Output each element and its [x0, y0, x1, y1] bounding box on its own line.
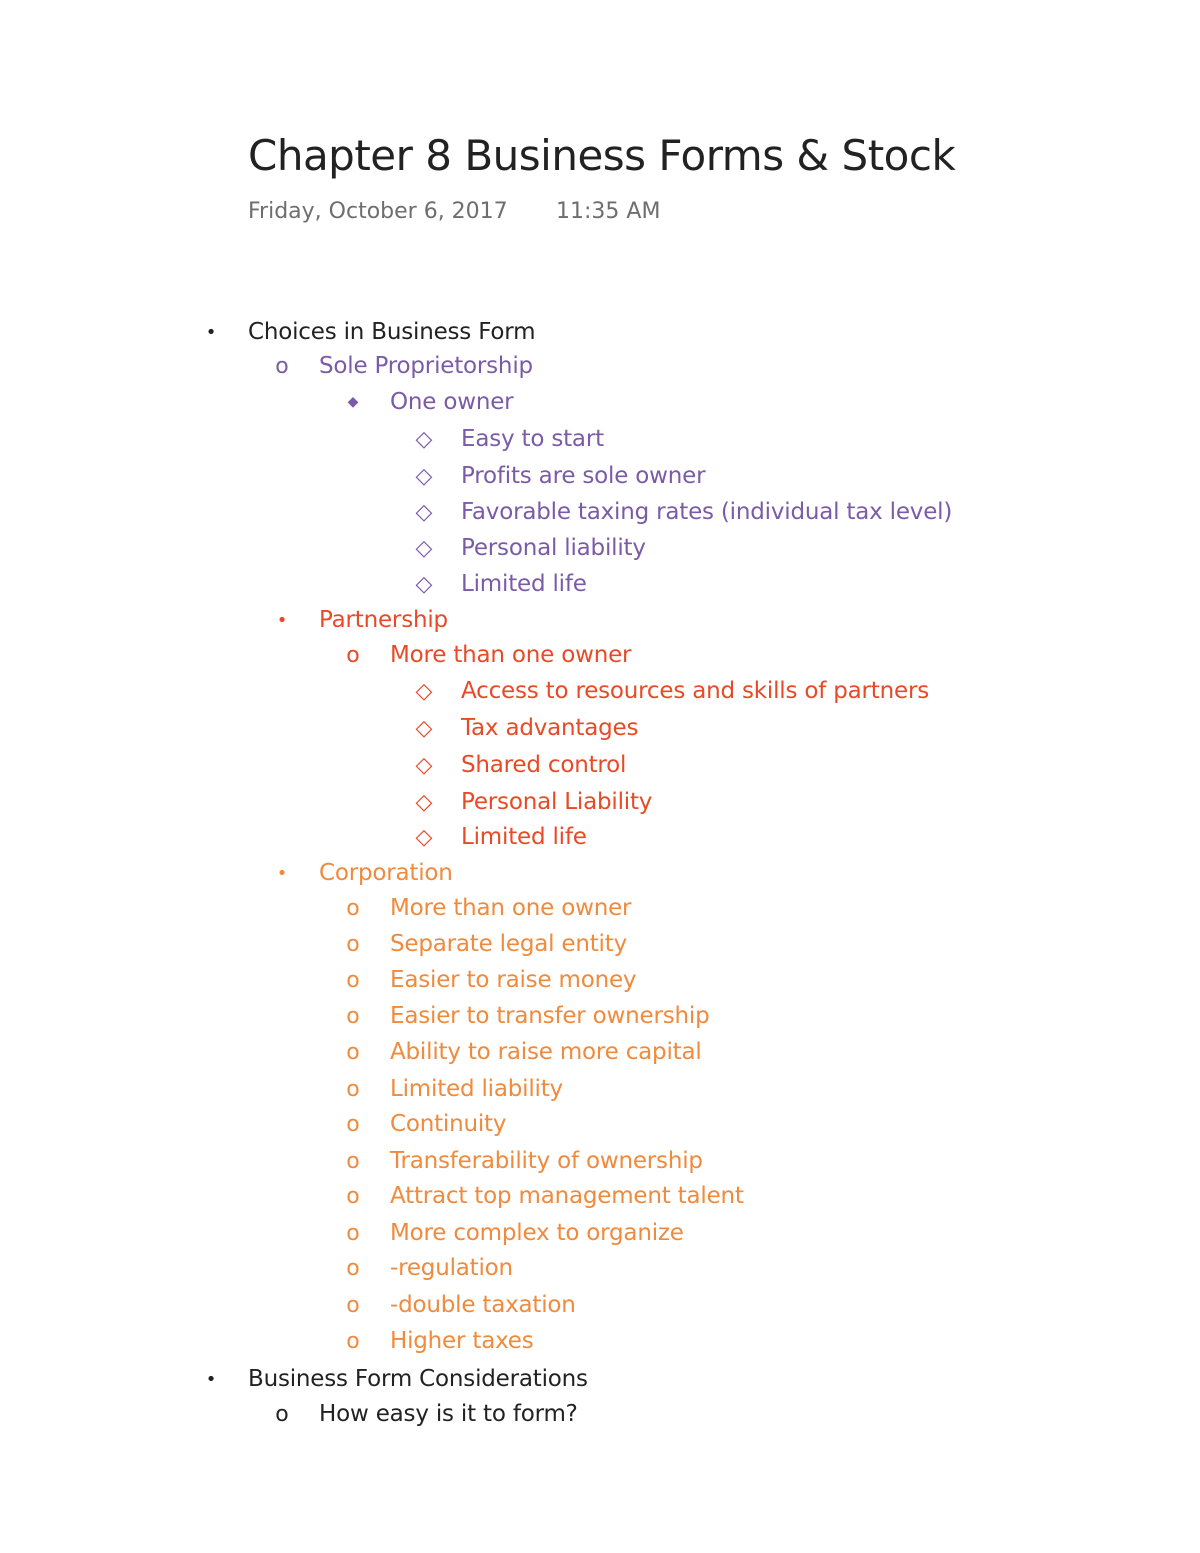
- outline-item: [0, 673, 1200, 709]
- outline-item: [0, 566, 1200, 602]
- outline-item: [0, 890, 1200, 926]
- outline-item: [0, 421, 1200, 457]
- outline-item: [0, 819, 1200, 855]
- bullet-circle-icon: o: [346, 931, 360, 957]
- outline-item-text: More than one owner: [390, 642, 632, 668]
- outline-item-text: Access to resources and skills of partners: [461, 678, 929, 704]
- outline-item-text: Easy to start: [461, 426, 604, 452]
- bullet-dot-icon: •: [276, 862, 288, 884]
- bullet-diamond-outline-icon: ◇: [415, 824, 433, 850]
- outline-item-text: More than one owner: [390, 895, 632, 921]
- outline-item-text: Shared control: [461, 752, 627, 778]
- note-time: 11:35 AM: [556, 199, 661, 224]
- bullet-diamond-outline-icon: ◇: [415, 535, 433, 561]
- outline-item-text: Tax advantages: [461, 715, 639, 741]
- outline-item-text: Easier to raise money: [390, 967, 637, 993]
- outline-item: [0, 1323, 1200, 1359]
- page-title: Chapter 8 Business Forms & Stock: [248, 131, 956, 180]
- outline-item: [0, 1361, 1200, 1397]
- bullet-dot-icon: •: [205, 321, 217, 343]
- outline-item: [0, 1215, 1200, 1251]
- outline-item: [0, 348, 1200, 384]
- outline-item-text: One owner: [390, 389, 514, 415]
- bullet-circle-icon: o: [346, 1328, 360, 1354]
- bullet-circle-icon: o: [346, 1076, 360, 1102]
- outline-item-text: Limited liability: [390, 1076, 563, 1102]
- bullet-circle-icon: o: [346, 967, 360, 993]
- bullet-diamond-icon: ◆: [347, 394, 359, 410]
- outline-item: [0, 1287, 1200, 1323]
- outline-item-text: Corporation: [319, 860, 453, 886]
- outline-item-text: -regulation: [390, 1255, 513, 1281]
- outline-item: [0, 1106, 1200, 1142]
- bullet-diamond-outline-icon: ◇: [415, 426, 433, 452]
- outline-item-text: Separate legal entity: [390, 931, 627, 957]
- outline-item-text: Continuity: [390, 1111, 507, 1137]
- outline-item-text: Personal Liability: [461, 789, 653, 815]
- outline-item-text: Ability to raise more capital: [390, 1039, 702, 1065]
- outline-item-text: Profits are sole owner: [461, 463, 706, 489]
- outline-item-text: Transferability of ownership: [390, 1148, 703, 1174]
- bullet-circle-icon: o: [346, 895, 360, 921]
- bullet-circle-icon: o: [275, 353, 289, 379]
- outline-item: [0, 1143, 1200, 1179]
- bullet-dot-icon: •: [276, 609, 288, 631]
- outline-item: [0, 1178, 1200, 1214]
- outline-item: [0, 747, 1200, 783]
- bullet-circle-icon: o: [275, 1401, 289, 1427]
- bullet-diamond-outline-icon: ◇: [415, 571, 433, 597]
- outline-item: [0, 784, 1200, 820]
- bullet-diamond-outline-icon: ◇: [415, 752, 433, 778]
- bullet-circle-icon: o: [346, 1292, 360, 1318]
- bullet-dot-icon: •: [205, 1368, 217, 1390]
- outline-item: [0, 710, 1200, 746]
- outline-item-text: Limited life: [461, 571, 587, 597]
- outline-item: [0, 1034, 1200, 1070]
- bullet-circle-icon: o: [346, 1220, 360, 1246]
- outline-item-text: Easier to transfer ownership: [390, 1003, 710, 1029]
- outline-item-text: Partnership: [319, 607, 448, 633]
- outline-item: [0, 494, 1200, 530]
- outline-item: [0, 962, 1200, 998]
- outline-item: [0, 314, 1200, 350]
- outline-item-text: Favorable taxing rates (individual tax level): [461, 499, 953, 525]
- outline-item-text: Higher taxes: [390, 1328, 534, 1354]
- outline-item: [0, 855, 1200, 891]
- outline-item: [0, 384, 1200, 420]
- bullet-diamond-outline-icon: ◇: [415, 789, 433, 815]
- outline-item: [0, 602, 1200, 638]
- outline-item: [0, 926, 1200, 962]
- bullet-circle-icon: o: [346, 1003, 360, 1029]
- bullet-circle-icon: o: [346, 1148, 360, 1174]
- outline-item-text: Limited life: [461, 824, 587, 850]
- outline-item-text: -double taxation: [390, 1292, 576, 1318]
- outline-item-text: Personal liability: [461, 535, 646, 561]
- note-date: Friday, October 6, 2017: [248, 199, 508, 224]
- outline-item: [0, 458, 1200, 494]
- bullet-circle-icon: o: [346, 1183, 360, 1209]
- outline-item: [0, 1250, 1200, 1286]
- outline-item-text: More complex to organize: [390, 1220, 684, 1246]
- bullet-diamond-outline-icon: ◇: [415, 678, 433, 704]
- outline-item-text: Attract top management talent: [390, 1183, 744, 1209]
- outline-item-text: Choices in Business Form: [248, 319, 536, 345]
- outline-item: [0, 998, 1200, 1034]
- outline-item-text: Sole Proprietorship: [319, 353, 533, 379]
- bullet-circle-icon: o: [346, 1039, 360, 1065]
- bullet-diamond-outline-icon: ◇: [415, 715, 433, 741]
- outline-item: [0, 637, 1200, 673]
- outline-item: [0, 530, 1200, 566]
- bullet-circle-icon: o: [346, 1111, 360, 1137]
- outline-item: [0, 1396, 1200, 1432]
- bullet-circle-icon: o: [346, 642, 360, 668]
- outline-item: [0, 1071, 1200, 1107]
- outline-item-text: How easy is it to form?: [319, 1401, 578, 1427]
- bullet-diamond-outline-icon: ◇: [415, 463, 433, 489]
- bullet-circle-icon: o: [346, 1255, 360, 1281]
- bullet-diamond-outline-icon: ◇: [415, 499, 433, 525]
- outline-item-text: Business Form Considerations: [248, 1366, 588, 1392]
